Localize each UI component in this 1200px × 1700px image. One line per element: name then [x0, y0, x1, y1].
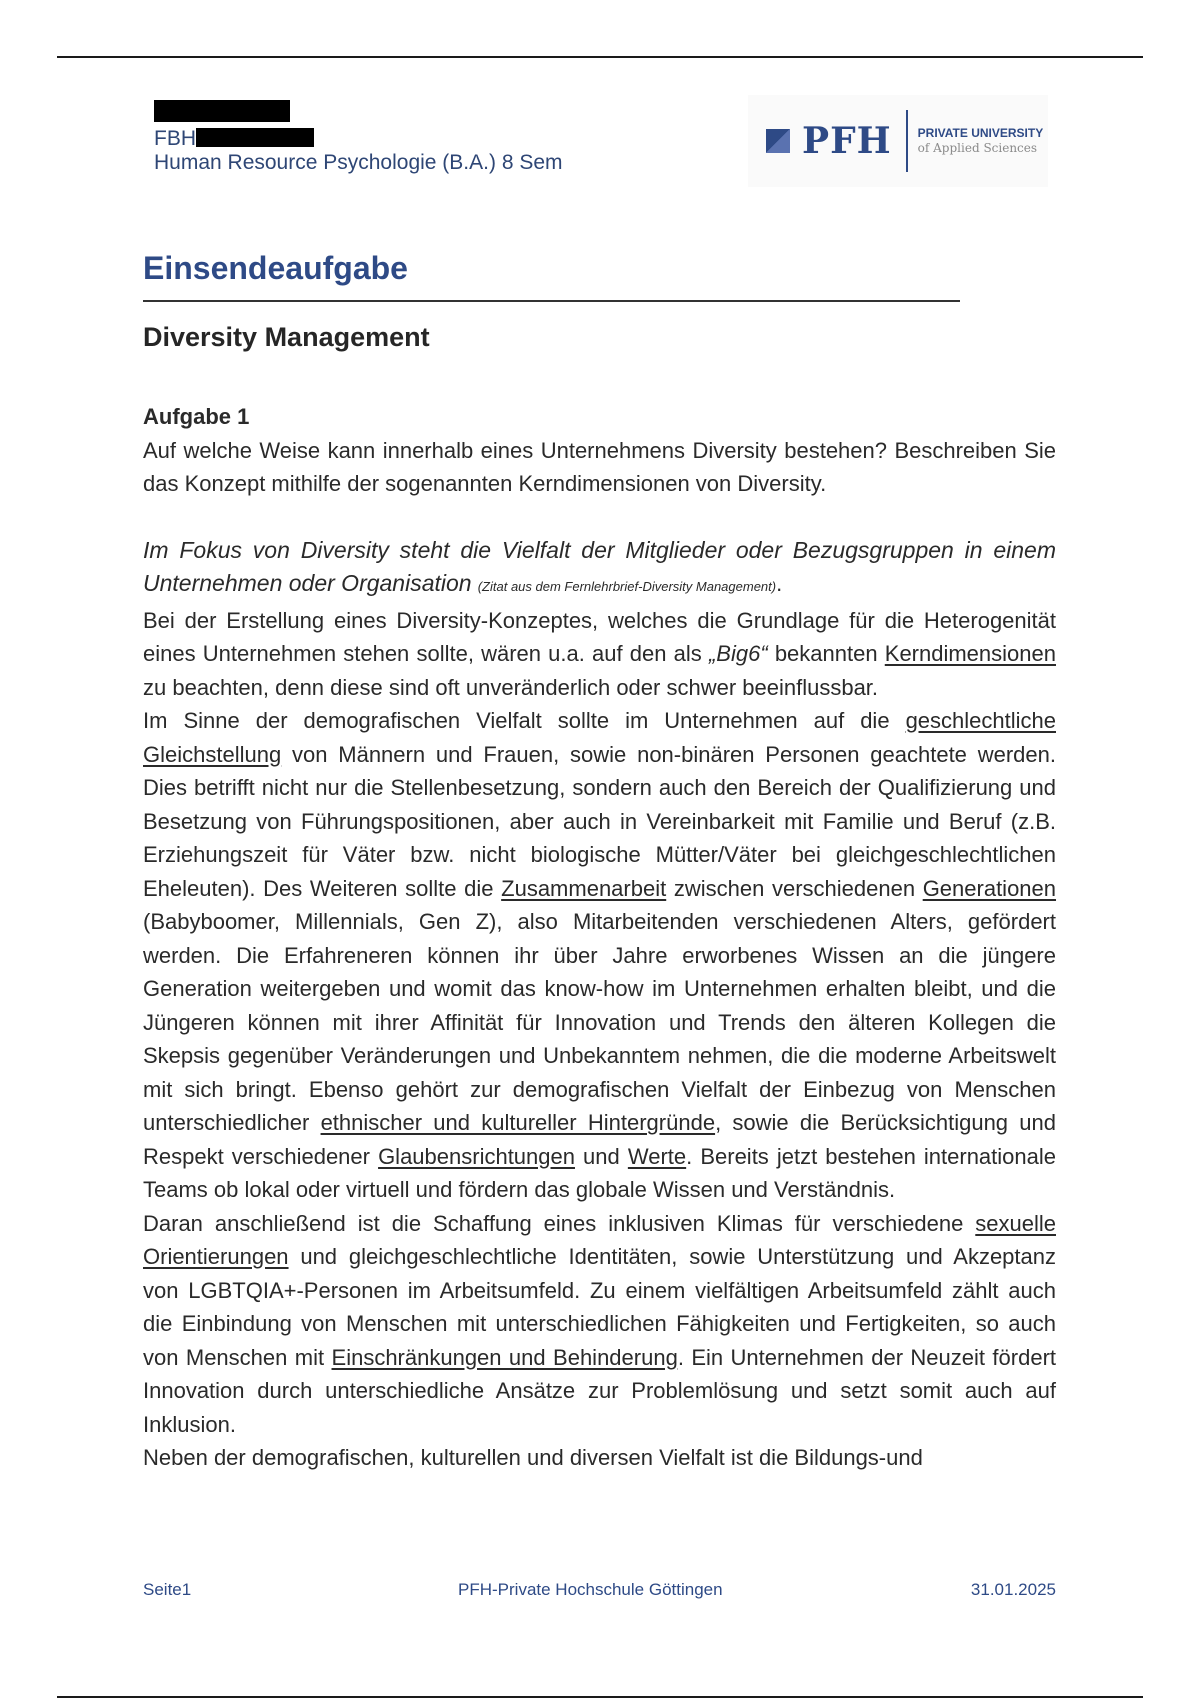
logo-subtitle: PRIVATE UNIVERSITY of Applied Sciences — [917, 126, 1044, 155]
logo-name: PFH — [802, 120, 892, 162]
top-rule — [57, 56, 1143, 58]
document-date: 31.01.2025 — [970, 1580, 1056, 1599]
paragraph-3: Daran anschließend ist die Schaffung eines inklusiven Klimas für verschiedene sexuelle Orientierungen und gleichgeschlechtliche Identitäten, sowie Unterstützung und Akzeptanz von LGBTQIA+-Personen im Arbeitsumfeld. Zu einem vielfältigen Arbeitsumfeld zählt auch die Einbindung von Menschen mit unterschiedlichen Fähigkeiten und Fertigkeiten, so auch von Menschen mit Einschränkungen und Behinderung. Ein Unternehmen der Neuzeit fördert Innovation durch unterschiedliche Ansätze zur Problemlösung und setzt somit auch auf Inklusion. — [143, 1210, 1057, 1437]
document-header — [154, 100, 563, 175]
document-body — [143, 400, 1056, 1475]
document-title: Einsendeaufgabe — [143, 250, 408, 286]
redacted-id — [196, 128, 314, 147]
pfh-logo — [748, 95, 1048, 187]
quote-citation: (Zitat aus dem Fernlehrbrief-Diversity Management) — [477, 579, 777, 594]
institution-name: PFH-Private Hochschule Göttingen — [458, 1580, 723, 1599]
task-question: Auf welche Weise kann innerhalb eines Unternehmens Diversity bestehen? Beschreiben Sie das Konzept mithilfe der sogenannten Kerndimensionen von Diversity. — [143, 437, 1056, 496]
page-number: Seite1 — [143, 1580, 192, 1599]
document-subtitle: Diversity Management — [143, 322, 430, 352]
pfh-logo-mark-icon — [766, 129, 790, 153]
redacted-name — [154, 100, 290, 122]
paragraph-2: Im Sinne der demografischen Vielfalt sollte im Unternehmen auf die geschlechtliche Gleichstellung von Männern und Frauen, sowie non-binären Personen geachtete werden. Dies betrifft nicht nur die Stellenbesetzung, sondern auch den Bereich der Qualifizierung und Besetzung von Führungspositionen, aber auch in Vereinbarkeit mit Familie und Beruf (z.B. Erziehungszeit für Väter bzw. nicht biologische Mütter/Väter bei gleichgeschlechtlichen Eheleuten). Des Weiteren sollte die Zusammenarbeit zwischen verschiedenen Generationen (Babyboomer, Millennials, Gen Z), also Mitarbeitenden verschiedenen Alters, gefördert werden. Die Erfahreneren können ihr über Jahre erworbenes Wissen an die jüngere Generation weitergeben und womit das know-how im Unternehmen erhalten bleibt, und die Jüngeren können mit ihrer Affinität für Innovation und Trends den älteren Kollegen die Skepsis gegenüber Veränderungen und Unbekanntem nehmen, die die moderne Arbeitswelt mit sich bringt. Ebenso gehört zur demografischen Vielfalt der Einbezug von Menschen unterschiedlicher ethnischer und kultureller Hintergründe, sowie die Berücksichtigung und Respekt verschiedener Glaubensrichtungen und Werte. Bereits jetzt bestehen internationale Teams ob lokal oder virtuell und fördern das globale Wissen und Verständnis. — [143, 708, 1057, 1202]
bottom-rule — [57, 1696, 1143, 1698]
paragraph-1: Bei der Erstellung eines Diversity-Konzeptes, welches die Grundlage für die Heterogenität eines Unternehmen stehen sollte, wären u.a. auf den als „Big6“ bekannten Kerndimensionen zu beachten, denn diese sind oft unveränderlich oder schwer beeinflussbar. — [143, 607, 1056, 700]
student-id-line: FBH — [154, 127, 563, 151]
logo-separator — [906, 110, 908, 172]
paragraph-4: Neben der demografischen, kulturellen und diversen Vielfalt ist die Bildungs-und — [143, 1445, 923, 1470]
program-line: Human Resource Psychologie (B.A.) 8 Sem — [154, 151, 563, 174]
title-underline — [143, 300, 960, 302]
spacer — [143, 501, 1056, 534]
quote-paragraph: Im Fokus von Diversity steht die Vielfalt der Mitglieder oder Bezugsgruppen in einem Unternehmen oder Organisation (Zitat aus dem Fernlehrbrief-Diversity Management). — [143, 536, 1056, 596]
task-label: Aufgabe 1 — [143, 404, 250, 429]
